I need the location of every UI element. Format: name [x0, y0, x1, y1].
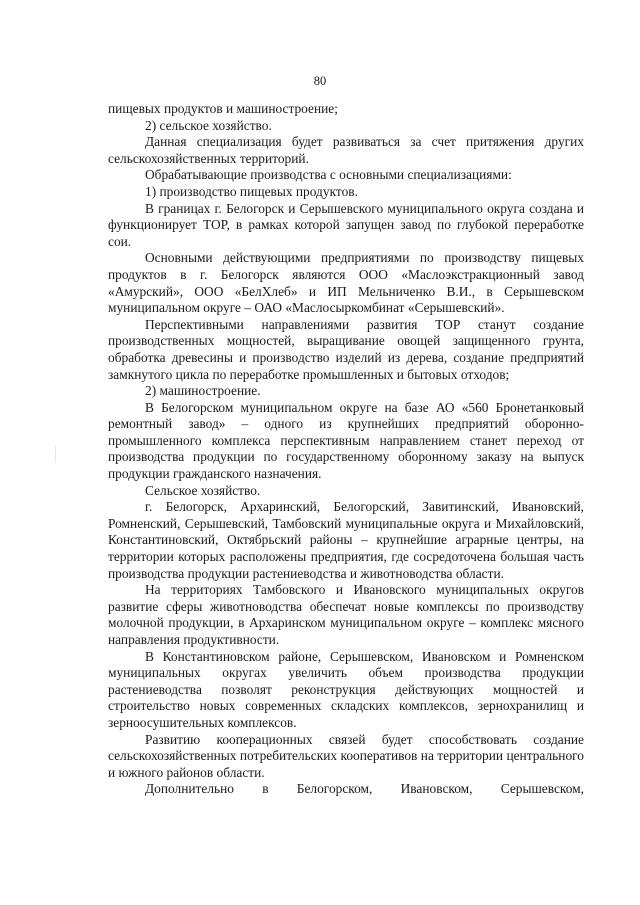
paragraph: 2) сельское хозяйство. — [145, 117, 272, 133]
paragraph: Основными действующими предприятиями по производству пищевых продуктов в г. Белогорск являются ООО «Маслоэкстракционный завод «Амурский», ООО «БелХлеб» и ИП Мельниченко В.И., в Серышевском муниципальном округе – ОАО «Маслосыркомбинат «Серышевский». — [108, 250, 584, 316]
paragraph: Перспективными направлениями развития ТОР станут создание производственных мощностей, выращивание овощей защищенного грунта, обработка древесины и производство изделий из дерева, создание предприятий замкнутого цикла по переработке промышленных и бытовых отходов; — [108, 316, 584, 382]
paragraph: 1) производство пищевых продуктов. — [145, 183, 358, 199]
paragraph: Данная специализация будет развиваться за счет притяжения других сельскохозяйственных территорий. — [108, 134, 584, 166]
paragraph: г. Белогорск, Архаринский, Белогорский, Завитинский, Ивановский, Ромненский, Серышевский, Тамбовский муниципальные округа и Михайловский, Константиновский, Октябрьский районы – крупнейшие аграрные центры, на территории которых расположены предприятия, где сосредоточена большая часть производства продукции растениеводства и животноводства области. — [108, 499, 584, 581]
paragraph: В границах г. Белогорск и Серышевского муниципального округа создана и функционирует ТОР, в рамках которой запущен завод по глубокой переработке сои. — [108, 200, 584, 249]
paragraph: 2) машиностроение. — [145, 383, 261, 399]
paragraph: Дополнительно в Белогорском, Ивановском, Серышевском, — [145, 781, 584, 797]
body-text — [108, 101, 584, 798]
paragraph: Развитию кооперационных связей будет способствовать создание сельскохозяйственных потребительских кооперативов на территории центрального и южного районов области. — [108, 731, 584, 780]
paragraph: Сельское хозяйство. — [145, 482, 261, 498]
paragraph: Обрабатывающие производства с основными специализациями: — [145, 167, 512, 183]
margin-mark — [55, 445, 56, 463]
paragraph: В Белогорском муниципальном округе на базе АО «560 Бронетанковый ремонтный завод» – одного из крупнейших предприятий оборонно-промышленного комплекса перспективным направлением станет переход от производства продукции по государственному оборонному заказу на выпуск продукции гражданского назначения. — [108, 399, 584, 482]
paragraph: На территориях Тамбовского и Ивановского муниципальных округов развитие сферы животноводства обеспечат новые комплексы по производству молочной продукции, в Архаринском муниципальном округе – комплекс мясного направления продуктивности. — [108, 582, 584, 647]
paragraph: В Константиновском районе, Серышевском, Ивановском и Ромненском муниципальных округах увеличить объем производства продукции растениеводства позволят реконструкция действующих мощностей и строительство новых современных складских комплексов, зернохранилищ и зерноосушительных комплексов. — [108, 648, 584, 730]
page-number: 80 — [313, 74, 327, 88]
paragraph: пищевых продуктов и машиностроение; — [108, 101, 338, 116]
